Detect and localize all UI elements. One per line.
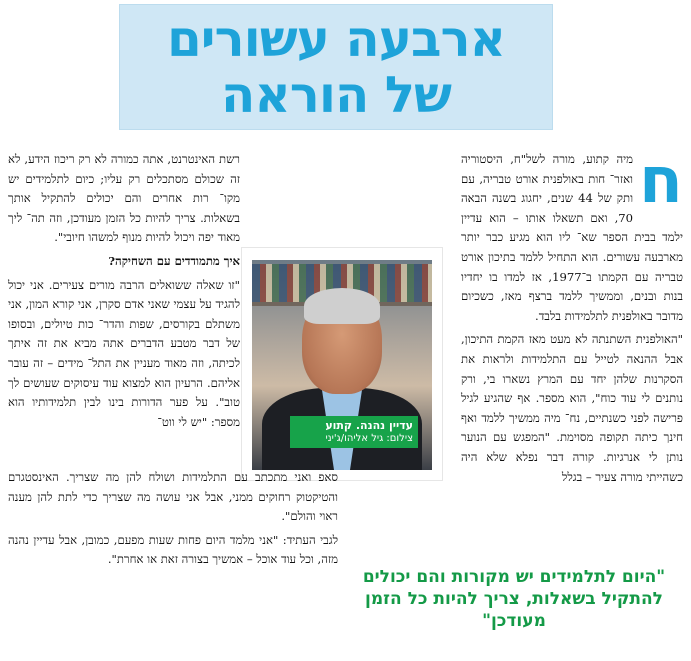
caption-title: עדיין נהנה. קתוע xyxy=(325,419,413,432)
headline-line-1: ארבעה עשורים xyxy=(166,10,506,68)
article-paragraph: "האולפנית השתנתה לא מעט מאז הקמת התיכון, אבל ההנאה לטייל עם התלמידות ולראות את הסקרנות שלהן יחד עם המרץ נשארו בי, ורק נותנים לי עוד כוח", הוא מספר. אף שהגיע לגיל פרישה לפני כשנתיים, נח־ מיה ממשיך ללמד ואף חינך כיתה תקופה מסוימת. "המפגש עם הנוער נותן לי אנרגיות. קורה דבר נפלא שלא היה כשהייתי מורה צעיר – בגלל xyxy=(461,332,683,484)
teacher-hair xyxy=(304,288,380,324)
article-paragraph: רשת האינטרנט, אתה כמורה לא רק ריכוז הידע, לא זה שכולם מסתכלים רק עליו; כיום לתלמידים יש מקו־ רות אחרים והם יכולים להתקיל אותך בשאלות. צריך להיות כל הזמן מעודכן, וזה תה־ ליך מאוד יפה ויכול להיות מנוף למשהו חיובי". xyxy=(8,152,240,245)
article-paragraph: מיה קתוע, מורה לשל"ח, היסטוריה ואזר־ חות באולפנית אורט טבריה, עם ותק של 44 שנים, יחגוג בשנה הבאה 70, ואם תשאלו אותו – הוא עדיין ילמד בבית הספר שא־ ליו הוא מגיע כבר יותר מארבעה עשורים. הוא התחיל ללמד בתיכון אורט טבריה עם הקמתו ב־1977, אז למדו בו יחדיו בנות ובנים, וממשיך ללמד ברצף מאז, כשכיום מדובר באולפנית לתלמידות בלבד. xyxy=(461,152,683,323)
photo-stamp xyxy=(242,248,442,480)
article-paragraph: סאפ ואני מתכתב עם התלמידות ושולח להן מה שצריך. האינסטגרם והטיקטוק רחוקים ממני, אבל אני עושה מה שצריך כדי לתת להן מענה ראוי והולם". xyxy=(8,470,338,524)
pull-quote: "היום לתלמידים יש מקורות והם יכולים להתקיל בשאלות, צריך להיות כל הזמן מעודכן" xyxy=(362,567,666,631)
article-paragraph: "זו שאלה ששואלים הרבה מורים צעירים. אני יכול להגיד על עצמי שאני אדם סקרן, אני קורא המון, אני משתלם בקורסים, שפות והדר־ כות טיולים, ובסופו של דבר מטבע הדברים אתה מביא את זה איתך לכיתה, וזה מאוד מעניין את התל־ מידים – זה עובר אליהם. הרעיון הוא למצוא עוד עיסוקים שעושים לך טוב". על פער הדורות בינו לבין תלמידותיו הוא מספר: "יש לי ווט־ xyxy=(8,277,240,429)
interview-question: איך מתמודדים עם השחיקה? xyxy=(108,253,240,268)
caption-credit: צילום: גיל אליהו/ג'יני xyxy=(325,433,413,444)
article-column-left xyxy=(8,150,240,436)
photo-caption xyxy=(290,416,418,448)
article-column-right xyxy=(461,144,683,491)
drop-cap: ח xyxy=(639,144,683,218)
article-paragraph: לגבי העתיד: "אני מלמד היום פחות שעות מפעם, כמובן, אבל עדיין נהנה מזה, וכל עוד אוכל – אמשיך בצורה זאת או אחרת". xyxy=(8,532,338,567)
headline-box xyxy=(119,4,553,130)
article-column-bottom xyxy=(8,468,338,574)
headline-line-2: של הוראה xyxy=(221,66,451,124)
teacher-photo xyxy=(252,260,432,470)
